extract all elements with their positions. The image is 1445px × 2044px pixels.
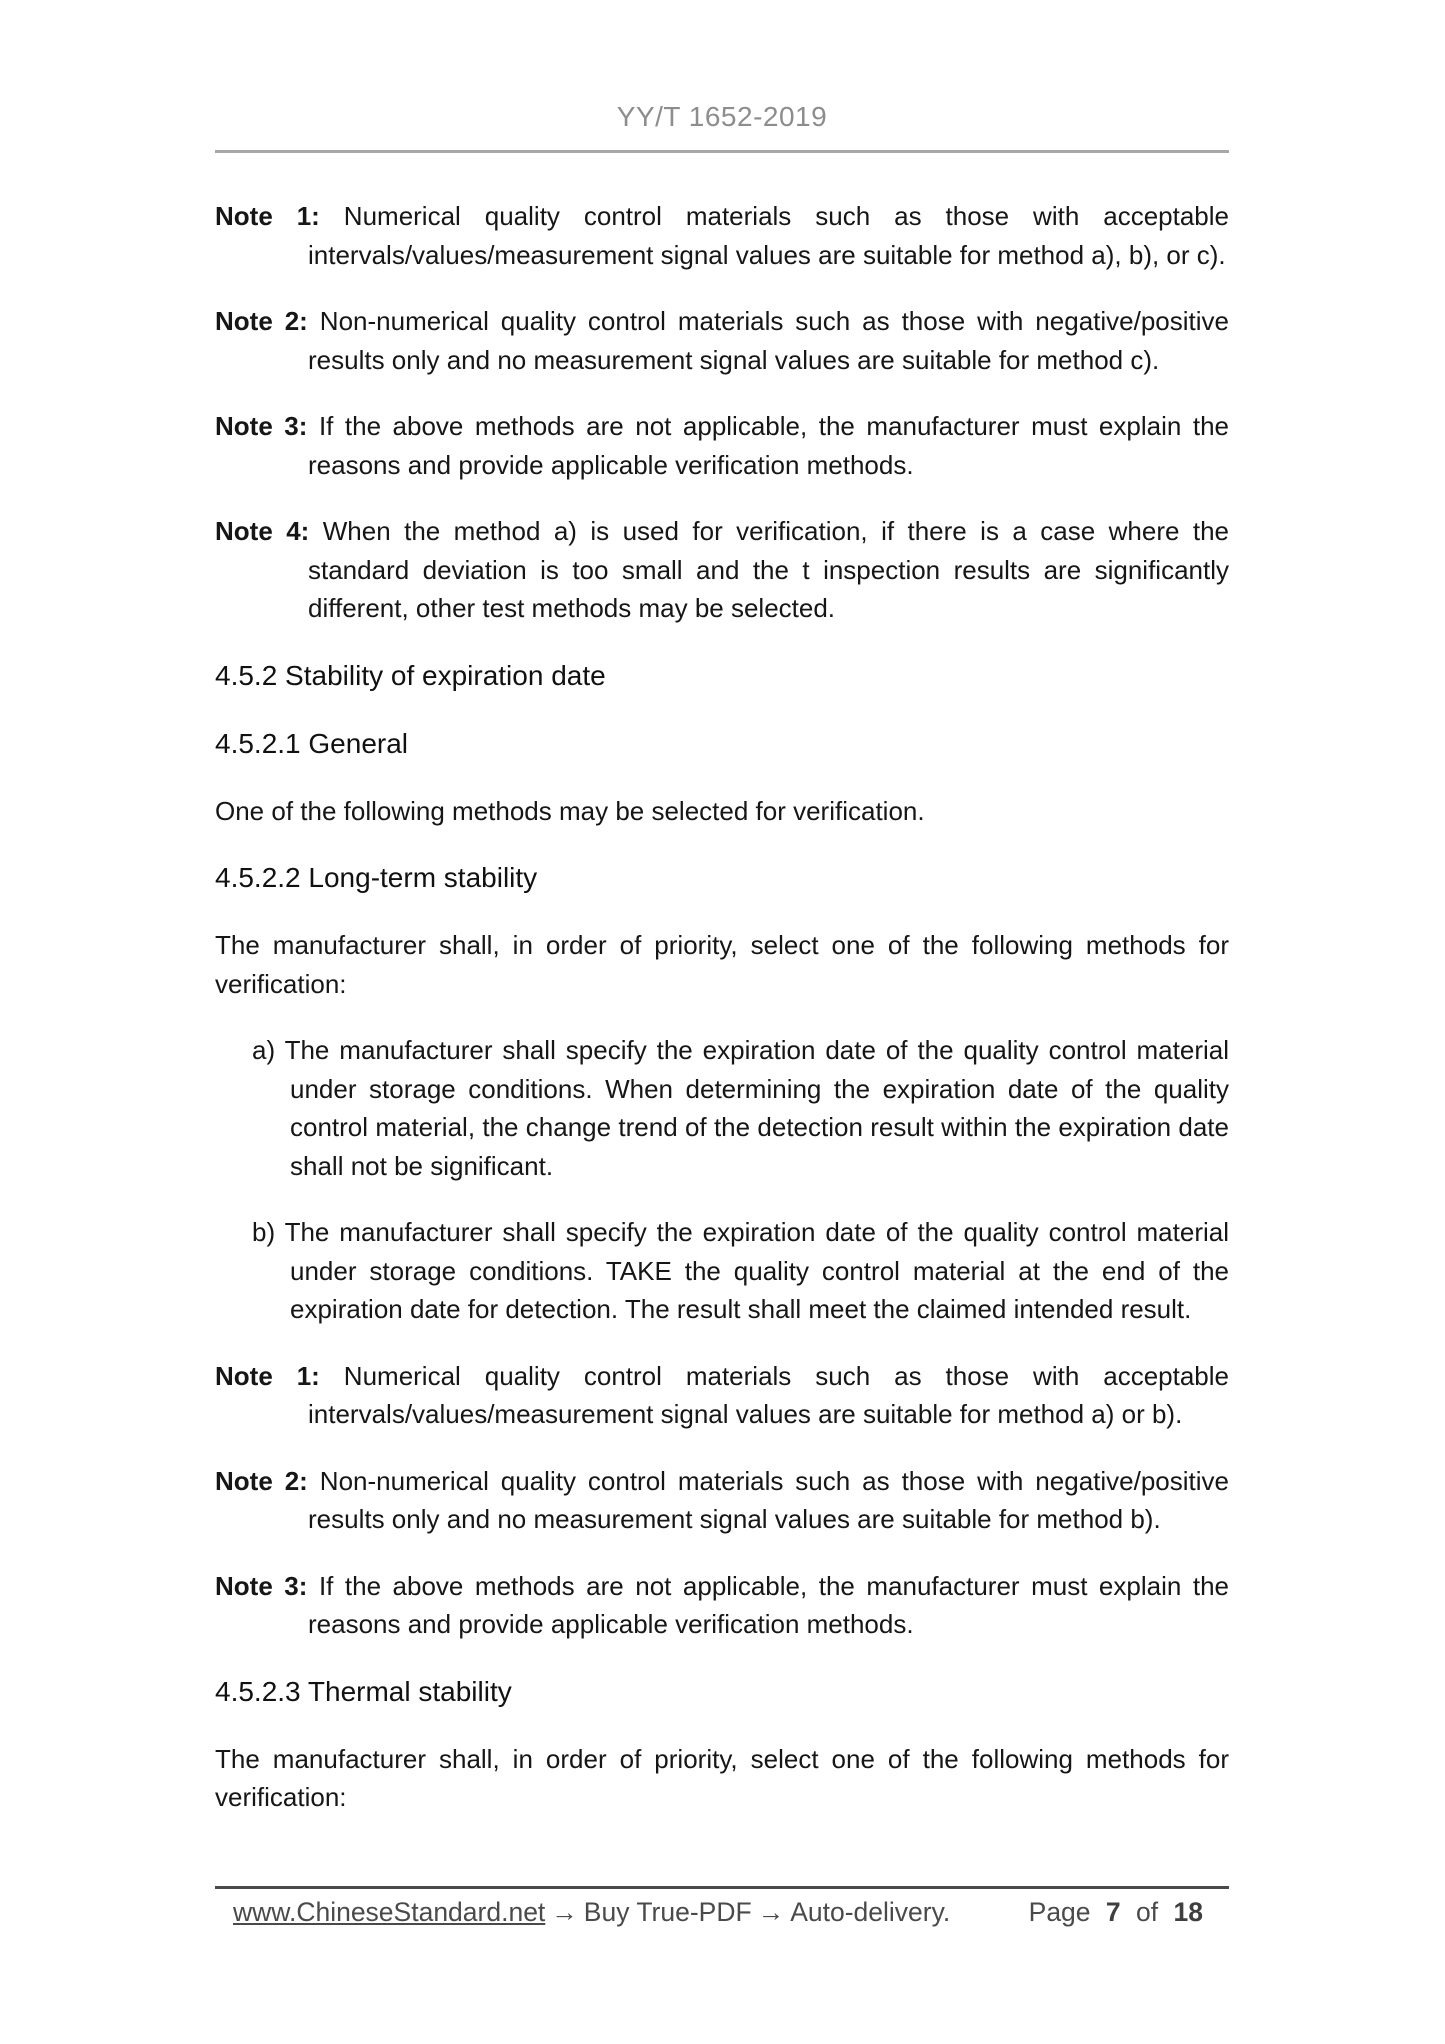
total-pages: 18 (1173, 1897, 1203, 1927)
section-heading-4-5-2-1: 4.5.2.1 General (215, 727, 409, 759)
note-paragraph (215, 197, 1229, 274)
note-paragraph (215, 512, 1229, 628)
paragraph-thermal-intro: The manufacturer shall, in order of priority, select one of the following methods for verification: (215, 1743, 1229, 1812)
note-label: Note 3: (215, 411, 308, 441)
note-text: If the above methods are not applicable, the manufacturer must explain the reasons and provide applicable verification methods. (308, 1570, 1229, 1639)
footer-buy-text: Buy True-PDF (583, 1897, 752, 1927)
page-footer (215, 1892, 1229, 1932)
note-text: Non-numerical quality control materials such as those with negative/positive results only and no measurement signal values are suitable for method b). (308, 1465, 1229, 1534)
note-paragraph (215, 302, 1229, 379)
section-heading-4-5-2: 4.5.2 Stability of expiration date (215, 659, 606, 691)
page-indicator (1029, 1892, 1229, 1932)
list-item-b (215, 1213, 1229, 1329)
note-label: Note 4: (215, 516, 310, 546)
note-paragraph (215, 1357, 1229, 1434)
list-item-text: The manufacturer shall specify the expiration date of the quality control material under storage conditions. TAKE the quality control material at the end of the expiration date for detection. The result shall meet the claimed intended result. (284, 1217, 1229, 1324)
list-item-a (215, 1031, 1229, 1185)
arrow-right-icon: → (551, 1897, 578, 1927)
document-number-header: YY/T 1652-2019 (616, 101, 828, 132)
section-heading-4-5-2-2: 4.5.2.2 Long-term stability (215, 862, 538, 893)
note-paragraph (215, 407, 1229, 484)
note-text: Non-numerical quality control materials such as those with negative/positive results only and no measurement signal values are suitable for method c). (308, 306, 1229, 375)
note-label: Note 2: (215, 1465, 308, 1496)
note-paragraph (215, 1462, 1229, 1539)
note-paragraph (215, 1567, 1229, 1644)
paragraph-long-term-intro: The manufacturer shall, in order of priority, select one of the following methods for verification: (215, 930, 1229, 999)
footer-divider (215, 1886, 1229, 1889)
list-marker: b) (252, 1217, 276, 1247)
of-word: of (1136, 1897, 1159, 1927)
list-item-text: The manufacturer shall specify the expiration date of the quality control material under storage conditions. When determining the expiration date of the quality control material, the change trend of the detection result within the expiration date shall not be significant. (284, 1035, 1229, 1181)
note-text: When the method a) is used for verification, if there is a case where the standard deviation is too small and the t inspection results are significantly different, other test methods may be selected. (308, 516, 1230, 623)
note-label: Note 3: (215, 1570, 308, 1601)
page-word: Page (1028, 1897, 1091, 1927)
note-text: Numerical quality control materials such as those with acceptable intervals/values/measurement signal values are suitable for method a) or b). (308, 1360, 1229, 1429)
footer-source-line (215, 1892, 950, 1932)
note-label: Note 1: (215, 1360, 320, 1391)
note-text: If the above methods are not applicable, the manufacturer must explain the reasons and provide applicable verification methods. (308, 411, 1229, 480)
header-divider (215, 150, 1229, 153)
page-number: 7 (1105, 1897, 1121, 1927)
note-text: Numerical quality control materials such as those with acceptable intervals/values/measurement signal values are suitable for method a), b), or c). (308, 201, 1229, 270)
section-heading-4-5-2-3: 4.5.2.3 Thermal stability (215, 1675, 512, 1707)
website-link[interactable]: www.ChineseStandard.net (233, 1897, 546, 1927)
arrow-right-icon: → (757, 1897, 785, 1927)
list-marker: a) (252, 1035, 276, 1065)
note-label: Note 2: (215, 306, 308, 336)
footer-delivery-text: Auto-delivery. (790, 1897, 951, 1927)
paragraph-general: One of the following methods may be selected for verification. (215, 795, 925, 826)
page-content (215, 197, 1229, 1817)
note-label: Note 1: (215, 201, 320, 231)
